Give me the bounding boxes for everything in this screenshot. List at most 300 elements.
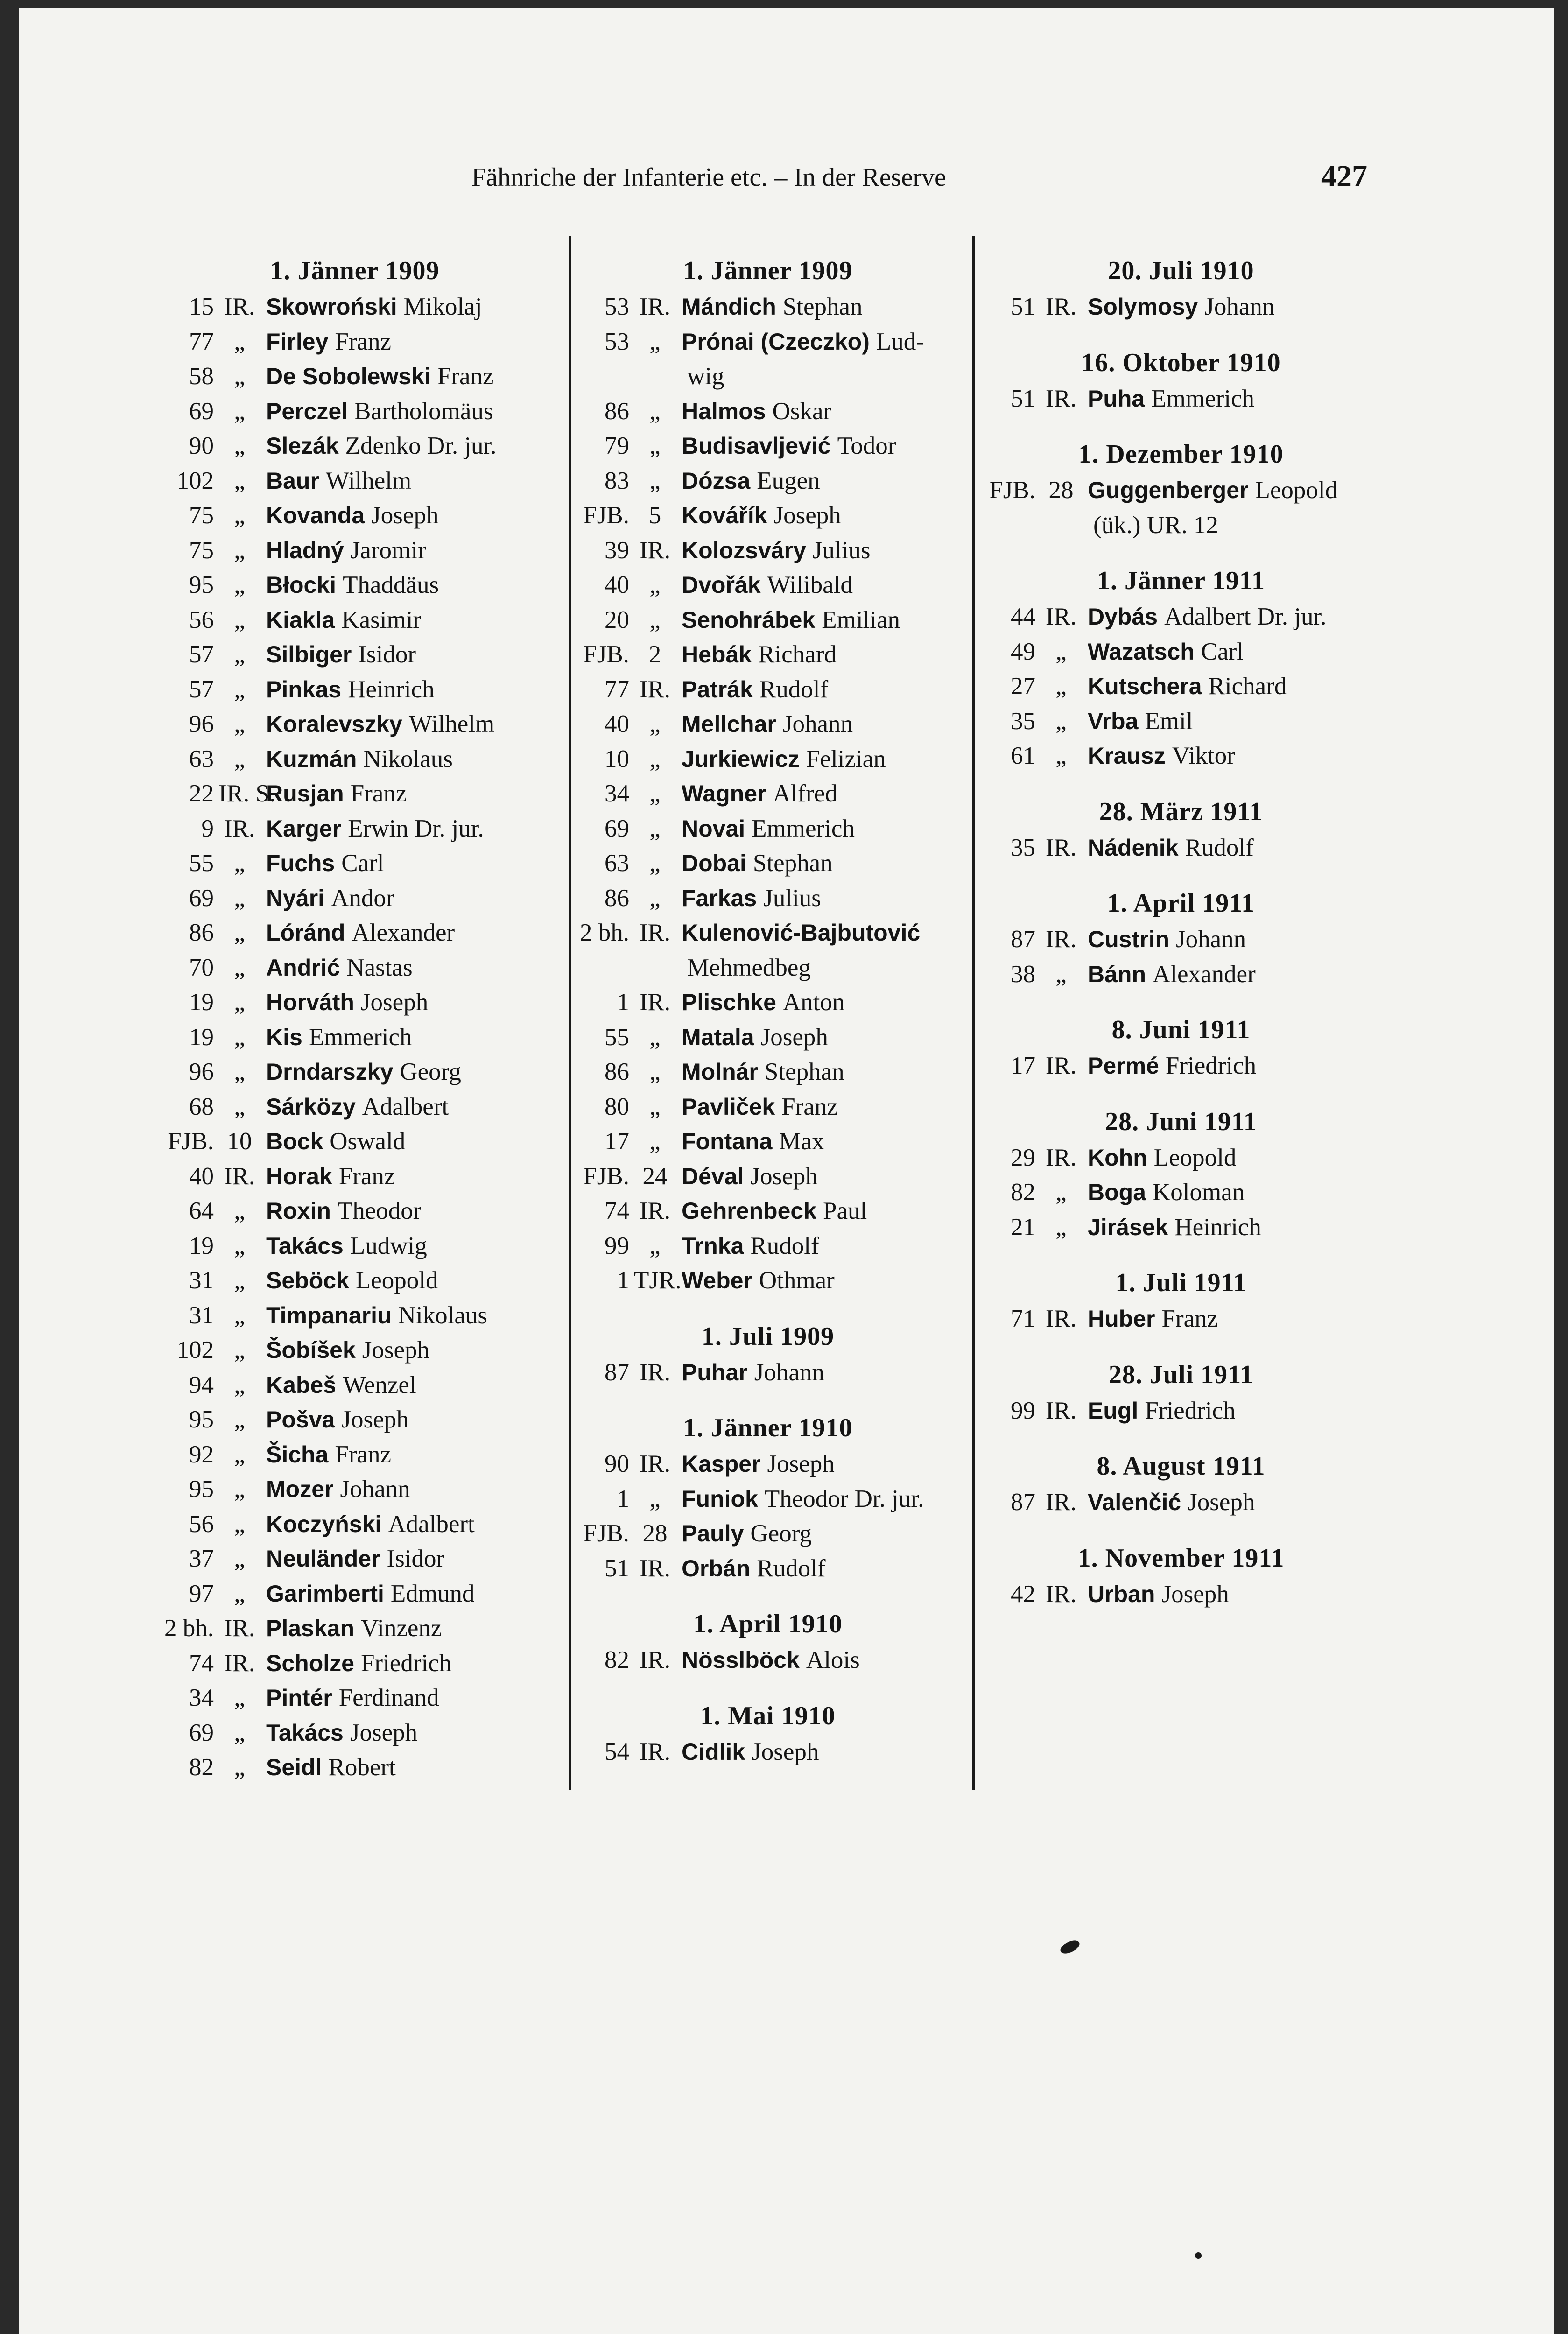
unit-type: IR. xyxy=(1045,1580,1077,1608)
date-heading: 16. Oktober 1910 xyxy=(1081,348,1281,377)
unit-type: „ xyxy=(234,884,245,912)
unit-type: „ xyxy=(234,467,245,494)
list-entry xyxy=(574,394,962,429)
unit-number: 74 xyxy=(189,1649,214,1677)
person-name xyxy=(260,1507,475,1542)
list-entry xyxy=(159,1576,551,1611)
given-name: Koloman xyxy=(1153,1179,1245,1206)
person-name xyxy=(260,568,439,603)
ink-dot xyxy=(1195,2252,1202,2259)
person-name xyxy=(260,1368,416,1403)
person-name xyxy=(1082,922,1246,957)
unit-number: 75 xyxy=(189,502,214,529)
surname: Valenčić xyxy=(1088,1489,1181,1515)
unit-number: 63 xyxy=(189,745,214,773)
surname: Kohn xyxy=(1088,1144,1147,1171)
surname: Neuländer xyxy=(266,1546,380,1572)
given-name: Adalbert Dr. jur. xyxy=(1164,603,1327,630)
unit-number: 102 xyxy=(176,467,214,494)
list-entry xyxy=(159,881,551,916)
person-name xyxy=(676,1055,844,1090)
unit-type: „ xyxy=(234,954,245,981)
list-entry xyxy=(574,1355,962,1390)
list-entry xyxy=(159,1472,551,1507)
list-entry xyxy=(159,1611,551,1646)
unit-number: 87 xyxy=(1011,926,1035,953)
unit-number: 49 xyxy=(1011,638,1035,665)
surname: Guggenberger xyxy=(1088,477,1249,503)
unit-number: 87 xyxy=(605,1358,629,1386)
unit-number: 69 xyxy=(189,884,214,912)
list-entry xyxy=(159,1541,551,1576)
surname: Déval xyxy=(682,1163,744,1189)
list-entry xyxy=(980,599,1382,634)
given-name: Franz xyxy=(335,1441,392,1468)
unit-type: „ xyxy=(234,571,245,598)
given-name: Isidor xyxy=(387,1545,445,1572)
list-entry xyxy=(159,707,551,742)
unit-type: „ xyxy=(649,1232,661,1259)
surname: Gehrenbeck xyxy=(682,1198,817,1224)
surname: Šicha xyxy=(266,1441,329,1468)
surname: Jirásek xyxy=(1088,1214,1168,1240)
unit-number: 1 xyxy=(617,1485,629,1512)
person-name xyxy=(260,985,428,1020)
given-name: Wenzel xyxy=(343,1371,416,1399)
surname: Dvořák xyxy=(682,572,761,598)
list-entry xyxy=(159,1750,551,1785)
surname: Timpanariu xyxy=(266,1302,392,1329)
given-name: Othmar xyxy=(759,1267,835,1294)
surname: Vrba xyxy=(1088,708,1139,734)
unit-number: 96 xyxy=(189,710,214,738)
person-name xyxy=(1082,669,1287,704)
person-name xyxy=(1082,473,1337,508)
person-name xyxy=(260,776,407,811)
unit-type: „ xyxy=(649,1128,661,1155)
given-name: Alfred xyxy=(773,780,837,807)
surname: Puha xyxy=(1088,385,1145,412)
surname: Solymosy xyxy=(1088,294,1198,320)
given-name: Georg xyxy=(400,1058,461,1085)
surname: Wazatsch xyxy=(1088,638,1195,665)
given-name: Alexander xyxy=(352,919,455,946)
given-name: Wilhelm xyxy=(325,467,412,494)
date-heading: 28. Juli 1911 xyxy=(1108,1360,1254,1389)
person-name xyxy=(676,464,820,499)
list-entry xyxy=(574,1159,962,1194)
unit-type: IR. xyxy=(639,919,671,946)
given-name: Emilian xyxy=(822,606,900,633)
surname: Puhar xyxy=(682,1359,748,1385)
surname: Silbiger xyxy=(266,641,352,668)
unit-number: 79 xyxy=(605,432,629,459)
unit-type: „ xyxy=(234,1371,245,1399)
unit-type: „ xyxy=(234,536,245,564)
list-entry xyxy=(980,1175,1382,1210)
unit-number: 42 xyxy=(1011,1580,1035,1608)
given-name: Leopold xyxy=(355,1267,438,1294)
unit-number: 51 xyxy=(605,1554,629,1582)
surname: Pintér xyxy=(266,1685,332,1711)
unit-number: 82 xyxy=(605,1646,629,1673)
list-entry xyxy=(159,1333,551,1368)
group-gap xyxy=(980,1244,1382,1264)
unit-number: 40 xyxy=(189,1162,214,1190)
unit-type: „ xyxy=(234,710,245,738)
surname: Takács xyxy=(266,1719,344,1746)
surname: Farkas xyxy=(682,885,757,911)
unit-type: 28 xyxy=(1048,477,1074,504)
unit-number: 2 bh. xyxy=(580,919,629,946)
list-entry xyxy=(574,429,962,464)
person-name xyxy=(1082,1577,1229,1612)
unit-type: „ xyxy=(649,1058,661,1085)
person-name xyxy=(676,776,837,811)
given-name: Carl xyxy=(1201,638,1244,665)
unit-number: 95 xyxy=(189,571,214,598)
unit-type: „ xyxy=(234,1058,245,1085)
list-entry xyxy=(159,498,551,533)
person-name xyxy=(260,1402,409,1437)
person-name xyxy=(260,1298,487,1333)
unit-number: 92 xyxy=(189,1441,214,1468)
list-entry xyxy=(574,568,962,603)
list-entry xyxy=(980,1048,1382,1083)
list-entry xyxy=(980,830,1382,865)
unit-type: „ xyxy=(649,467,661,494)
unit-type: „ xyxy=(649,397,661,425)
unit-number: 19 xyxy=(189,989,214,1016)
surname: Nösslböck xyxy=(682,1647,800,1673)
unit-number: 35 xyxy=(1011,834,1035,861)
unit-type: „ xyxy=(649,606,661,633)
surname: Błocki xyxy=(266,572,337,598)
date-heading: 1. Mai 1910 xyxy=(700,1701,836,1730)
unit-type: „ xyxy=(234,432,245,459)
person-name xyxy=(1082,830,1254,865)
given-name: Bartholomäus xyxy=(354,397,493,425)
person-name xyxy=(260,1715,417,1750)
unit-type: „ xyxy=(234,675,245,703)
person-name xyxy=(260,1263,438,1298)
unit-type: „ xyxy=(234,1267,245,1294)
unit-type: „ xyxy=(1055,1179,1067,1206)
unit-number: 95 xyxy=(189,1406,214,1433)
list-entry xyxy=(980,1301,1382,1336)
unit-type: „ xyxy=(649,432,661,459)
given-name: Emmerich xyxy=(752,815,855,842)
group-gap xyxy=(980,1428,1382,1448)
unit-number: 17 xyxy=(605,1128,629,1155)
given-name: Anton xyxy=(782,989,845,1016)
person-name xyxy=(260,464,411,499)
surname: Hebák xyxy=(682,641,752,668)
list-entry xyxy=(574,324,962,359)
person-name xyxy=(260,915,455,950)
unit-number: 38 xyxy=(1011,960,1035,988)
unit-number: 86 xyxy=(189,919,214,946)
unit-type: „ xyxy=(234,919,245,946)
surname: Mellchar xyxy=(682,711,776,737)
person-name xyxy=(260,742,453,777)
column-1 xyxy=(159,252,551,1785)
surname: Huber xyxy=(1088,1306,1155,1332)
person-name xyxy=(260,603,421,638)
list-entry xyxy=(574,881,962,916)
given-name: Friedrich xyxy=(1165,1052,1257,1079)
list-entry xyxy=(980,1485,1382,1520)
unit-type: „ xyxy=(234,1754,245,1781)
list-entry xyxy=(159,742,551,777)
unit-type: „ xyxy=(234,1336,245,1364)
given-name: Vinzenz xyxy=(361,1615,442,1642)
date-heading: 20. Juli 1910 xyxy=(1108,256,1254,285)
unit-type: „ xyxy=(649,780,661,807)
given-name: Joseph xyxy=(1188,1489,1255,1516)
surname: Drndarszky xyxy=(266,1059,394,1085)
surname: Bánn xyxy=(1088,961,1146,987)
unit-type: „ xyxy=(234,1719,245,1746)
unit-type: „ xyxy=(1055,960,1067,988)
person-name xyxy=(260,394,493,429)
unit-type: IR. xyxy=(1045,293,1077,320)
unit-type: IR. xyxy=(639,1358,671,1386)
surname: Takács xyxy=(266,1232,344,1259)
unit-number: 77 xyxy=(605,675,629,703)
given-name: Lud- xyxy=(876,328,924,355)
surname: Mándich xyxy=(682,294,776,320)
given-name: Johann xyxy=(1204,293,1275,320)
person-name xyxy=(260,811,484,846)
unit-type: „ xyxy=(234,1232,245,1259)
person-name xyxy=(260,1541,444,1576)
given-name: Emil xyxy=(1145,707,1193,735)
date-heading: 1. Jänner 1909 xyxy=(270,256,440,285)
given-name: Andor xyxy=(331,884,394,912)
unit-number: 39 xyxy=(605,536,629,564)
list-entry xyxy=(159,568,551,603)
date-heading: 1. Jänner 1909 xyxy=(683,256,853,285)
group-gap xyxy=(980,1520,1382,1540)
surname: Wagner xyxy=(682,780,766,807)
person-name xyxy=(260,881,394,916)
surname: Garimberti xyxy=(266,1580,384,1607)
person-name xyxy=(676,1159,818,1194)
unit-number: 2 bh. xyxy=(164,1615,214,1642)
given-name: Thaddäus xyxy=(343,571,439,598)
list-entry xyxy=(159,533,551,568)
surname: Plischke xyxy=(682,989,776,1015)
given-name: Joseph xyxy=(752,1738,819,1765)
unit-type: „ xyxy=(649,1093,661,1120)
person-name xyxy=(1082,704,1193,739)
list-entry xyxy=(159,1298,551,1333)
unit-type: „ xyxy=(234,1545,245,1572)
person-name xyxy=(676,1229,819,1264)
group-gap xyxy=(574,1678,962,1697)
unit-type: IR. xyxy=(224,815,255,842)
list-entry xyxy=(574,672,962,707)
list-entry xyxy=(980,922,1382,957)
unit-type: IR. S. xyxy=(218,780,276,807)
surname: Patrák xyxy=(682,676,753,703)
unit-number: FJB. xyxy=(583,641,629,668)
unit-number: 56 xyxy=(189,606,214,633)
unit-number: 64 xyxy=(189,1197,214,1224)
unit-number: 86 xyxy=(605,397,629,425)
unit-number: 34 xyxy=(605,780,629,807)
column-rule-2 xyxy=(972,236,975,1790)
person-name xyxy=(676,603,900,638)
surname: Trnka xyxy=(682,1232,744,1259)
unit-type: IR. xyxy=(639,1646,671,1673)
date-heading: 1. April 1911 xyxy=(1107,889,1255,918)
person-name xyxy=(676,1516,812,1551)
date-heading: 8. August 1911 xyxy=(1097,1452,1266,1481)
unit-number: 34 xyxy=(189,1684,214,1711)
unit-type: IR. xyxy=(639,1738,671,1765)
person-name xyxy=(1082,599,1326,634)
given-name: Robert xyxy=(328,1754,396,1781)
given-name: Todor xyxy=(837,432,896,459)
unit-number: 69 xyxy=(605,815,629,842)
given-name: Max xyxy=(779,1128,824,1155)
unit-number: 27 xyxy=(1011,673,1035,700)
unit-type: „ xyxy=(234,397,245,425)
list-entry xyxy=(574,1263,962,1298)
unit-number: 56 xyxy=(189,1510,214,1538)
list-entry xyxy=(574,464,962,499)
list-entry xyxy=(980,1140,1382,1175)
unit-type: IR. xyxy=(639,1554,671,1582)
list-entry xyxy=(574,985,962,1020)
given-name: Franz xyxy=(781,1093,838,1120)
surname: Pošva xyxy=(266,1406,335,1433)
list-entry xyxy=(159,811,551,846)
person-name xyxy=(676,324,924,359)
date-heading: 1. Dezember 1910 xyxy=(1078,440,1284,469)
list-entry xyxy=(159,603,551,638)
given-name: Joseph xyxy=(341,1406,409,1433)
unit-type: IR. xyxy=(1045,834,1077,861)
list-entry xyxy=(980,289,1382,324)
unit-type: „ xyxy=(1055,638,1067,665)
surname: Lóránd xyxy=(266,920,345,946)
unit-number: 82 xyxy=(189,1754,214,1781)
unit-type: „ xyxy=(234,363,245,390)
surname: Andrić xyxy=(266,954,340,981)
surname: Halmos xyxy=(682,398,766,424)
surname: Koczyński xyxy=(266,1511,382,1537)
group-gap xyxy=(574,1390,962,1409)
unit-type: IR. xyxy=(639,1450,671,1477)
surname: Fuchs xyxy=(266,850,335,876)
given-name: Oswald xyxy=(330,1128,406,1155)
unit-type: 2 xyxy=(648,641,661,668)
list-entry xyxy=(574,811,962,846)
surname: Firley xyxy=(266,328,329,355)
unit-number: 99 xyxy=(605,1232,629,1259)
given-name: Johann xyxy=(782,710,853,738)
unit-number: 61 xyxy=(1011,742,1035,769)
list-entry xyxy=(159,1020,551,1055)
given-name: Alexander xyxy=(1153,960,1256,988)
list-entry xyxy=(574,1735,962,1770)
list-entry xyxy=(574,707,962,742)
person-name xyxy=(676,915,920,950)
unit-number: 55 xyxy=(605,1023,629,1051)
list-entry xyxy=(159,394,551,429)
group-gap xyxy=(980,1083,1382,1103)
list-entry xyxy=(159,1159,551,1194)
group-gap xyxy=(574,1298,962,1318)
person-name xyxy=(260,498,438,533)
unit-type: „ xyxy=(649,884,661,912)
person-name xyxy=(260,1437,391,1472)
unit-number: 69 xyxy=(189,397,214,425)
given-name: Nikolaus xyxy=(398,1301,487,1329)
given-name: Joseph xyxy=(767,1450,835,1477)
given-name: Johann xyxy=(1176,926,1246,953)
list-entry xyxy=(574,1020,962,1055)
unit-type: „ xyxy=(649,328,661,355)
unit-number: 20 xyxy=(605,606,629,633)
unit-type: IR. xyxy=(639,536,671,564)
unit-type: 28 xyxy=(642,1520,668,1547)
person-name xyxy=(260,1680,439,1715)
given-name: Edmund xyxy=(390,1580,475,1607)
unit-type: „ xyxy=(234,1476,245,1503)
unit-number: 40 xyxy=(605,710,629,738)
column-3 xyxy=(980,252,1382,1611)
surname: Seidl xyxy=(266,1754,322,1780)
given-name: Rudolf xyxy=(757,1554,826,1582)
group-gap xyxy=(980,416,1382,436)
person-name xyxy=(676,637,837,672)
unit-number: 53 xyxy=(605,293,629,320)
unit-number: FJB. xyxy=(168,1128,214,1155)
surname: Kis xyxy=(266,1024,302,1050)
person-name xyxy=(676,707,853,742)
person-name xyxy=(1082,289,1274,324)
person-name xyxy=(676,742,886,777)
person-name xyxy=(260,1055,461,1090)
given-name: Stephan xyxy=(764,1058,844,1085)
list-entry xyxy=(159,637,551,672)
unit-type: „ xyxy=(234,1093,245,1120)
person-name xyxy=(260,429,497,464)
surname: Roxin xyxy=(266,1198,331,1224)
unit-number: 86 xyxy=(605,1058,629,1085)
list-entry xyxy=(159,324,551,359)
unit-type: IR. xyxy=(1045,603,1077,630)
given-name: Adalbert xyxy=(388,1510,475,1538)
person-name xyxy=(676,394,831,429)
given-name: Joseph xyxy=(371,502,439,529)
given-name: Heinrich xyxy=(348,675,435,703)
list-entry xyxy=(574,1551,962,1586)
unit-number: 35 xyxy=(1011,707,1035,735)
date-heading: 28. Juni 1911 xyxy=(1105,1107,1257,1136)
list-entry xyxy=(159,289,551,324)
given-name: Franz xyxy=(437,363,494,390)
person-name xyxy=(1082,1485,1255,1520)
given-name: Richard xyxy=(758,641,837,668)
surname: Pauly xyxy=(682,1520,744,1547)
unit-type: „ xyxy=(234,1197,245,1224)
given-name: Richard xyxy=(1208,673,1287,700)
